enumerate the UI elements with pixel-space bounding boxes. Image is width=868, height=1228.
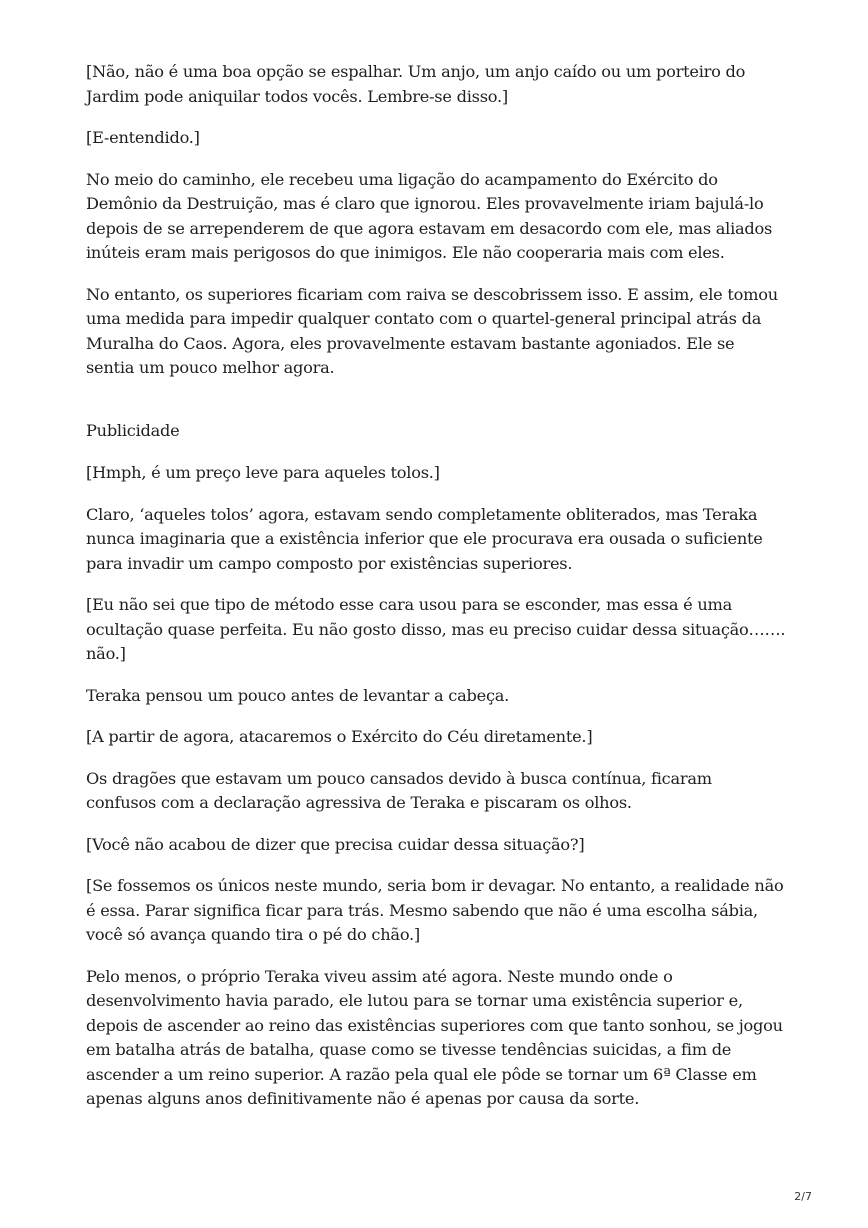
paragraph-call-ignored: No meio do caminho, ele recebeu uma ligação do acampamento do Exército do Demônio da Destruição, mas é claro que ignorou. Eles provavelmente iriam bajulá-lo depois de se arrependerem de que agora estavam em desacordo com ele, mas aliados inúteis eram mais perigosos do que inimigos. Ele não cooperaria mais com eles. [86, 169, 773, 262]
paragraph-raise-head: Teraka pensou um pouco antes de levantar a cabeça. [86, 685, 510, 705]
page-number: 2/7 [794, 1190, 812, 1203]
paragraph-warning: [Não, não é uma boa opção se espalhar. Um anjo, um anjo caído ou um porteiro do Jardim pode aniquilar todos vocês. Lembre-se disso.] [86, 62, 746, 106]
paragraph-superiors: No entanto, os superiores ficariam com raiva se descobrissem isso. E assim, ele tomou uma medida para impedir qualquer contato com o quartel-general principal atrás da Muralha do Caos. Agora, eles provavelmente estavam bastante agoniados. Ele se sentia um pouco melhor agora. [86, 284, 778, 377]
paragraph-question: [Você não acabou de dizer que precisa cuidar dessa situação?] [86, 834, 585, 854]
paragraph-understood: [E-entendido.] [86, 128, 200, 147]
paragraph-reality: [Se fossemos os únicos neste mundo, seria bom ir devagar. No entanto, a realidade não é essa. Parar significa ficar para trás. Mesmo sabendo que não é uma escolha sábia, você só avança quando tira o pé do chão.] [86, 876, 784, 944]
document-body [86, 60, 786, 1129]
paragraph-hmph: [Hmph, é um preço leve para aqueles tolos.] [86, 463, 440, 482]
paragraph-dragons: Os dragões que estavam um pouco cansados devido à busca contínua, ficaram confusos com a declaração agressiva de Teraka e piscaram os olhos. [86, 768, 712, 812]
paragraph-attack-order: [A partir de agora, atacaremos o Exército do Céu diretamente.] [86, 727, 593, 746]
paragraph-those-fools: Claro, ‘aqueles tolos’ agora, estavam sendo completamente obliterados, mas Teraka nunca imaginaria que a existência inferior que ele procurava era ousada o suficiente para invadir um campo composto por existências superiores. [86, 504, 763, 573]
paragraph-concealment: [Eu não sei que tipo de método esse cara usou para se esconder, mas essa é uma ocultação quase perfeita. Eu não gosto disso, mas eu preciso cuidar dessa situação……. não.] [86, 595, 786, 663]
advertisement-label: Publicidade [86, 420, 180, 440]
paragraph-teraka-life: Pelo menos, o próprio Teraka viveu assim até agora. Neste mundo onde o desenvolvimento havia parado, ele lutou para se tornar uma existência superior e, depois de ascender ao reino das existências superiores com que tanto sonhou, se jogou em batalha atrás de batalha, quase como se tivesse tendências suicidas, a fim de ascender a um reino superior. A razão pela qual ele pôde se tornar um 6ª Classe em apenas alguns anos definitivamente não é apenas por causa da sorte. [86, 966, 783, 1108]
